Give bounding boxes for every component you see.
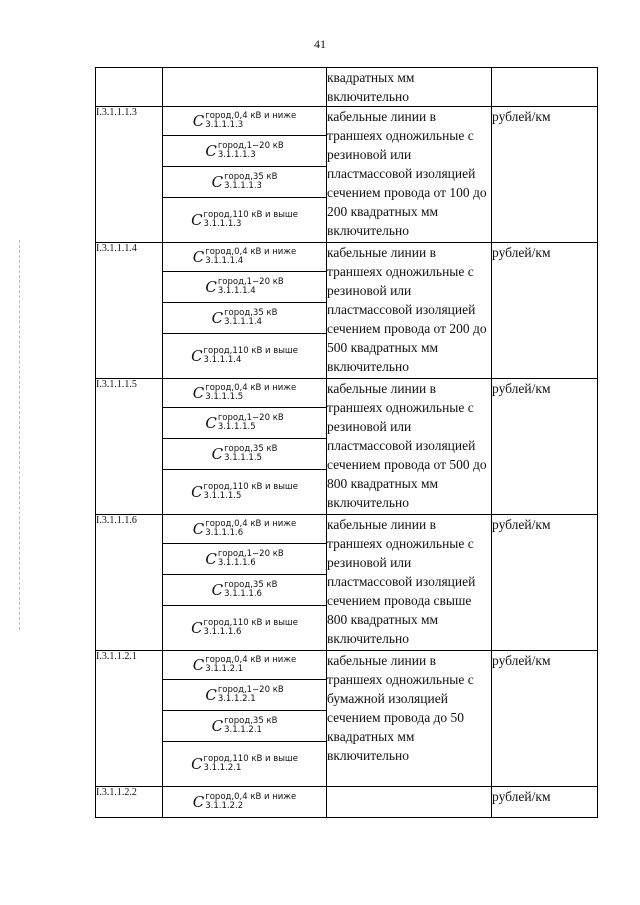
formula-subcell — [163, 651, 326, 680]
formula-subcell — [163, 470, 326, 514]
formula-subcell — [163, 167, 326, 198]
binding-margin-line — [19, 240, 21, 630]
formula-symbol: C — [205, 686, 217, 704]
formula-symbol: C — [192, 248, 205, 266]
formula-stack — [163, 651, 326, 786]
cost-formula — [191, 619, 298, 637]
formula-scripts — [224, 581, 277, 599]
formula-cell — [163, 651, 327, 787]
formula-stack — [163, 243, 326, 378]
formula-symbol: C — [205, 550, 217, 568]
formula-subscript: 3.1.1.1.3 — [205, 120, 244, 130]
formula-scripts — [218, 686, 284, 704]
description-cell: кабельные линии в траншеях одножильные с бумажной изоляцией сечением провода до 50 квадратных мм включительно — [327, 651, 492, 787]
cost-formula — [193, 248, 296, 266]
table-row — [96, 515, 598, 651]
cost-formula — [193, 520, 296, 538]
code-cell: I.3.1.1.1.6 — [96, 515, 163, 651]
formula-subscript: 3.1.1.2.1 — [217, 694, 256, 704]
unit-cell: рублей/км — [492, 651, 598, 787]
cost-formula — [193, 656, 296, 674]
formula-superscript: город,110 кВ и выше — [203, 210, 298, 220]
cost-formula — [212, 445, 278, 463]
cost-formula — [212, 173, 278, 191]
formula-subscript: 3.1.1.1.6 — [217, 558, 256, 568]
table-row — [96, 243, 598, 379]
description-cell: кабельные линии в траншеях одножильные с резиновой или пластмассовой изоляцией сечением провода от 100 до 200 квадратных мм включительно — [327, 107, 492, 243]
formula-subscript: 3.1.1.1.3 — [203, 219, 242, 229]
table-row — [96, 787, 598, 818]
formula-subscript: 3.1.1.1.5 — [224, 453, 262, 463]
formula-symbol: C — [211, 309, 224, 327]
unit-cell: рублей/км — [492, 787, 598, 818]
formula-superscript: город,0,4 кВ и ниже — [205, 111, 297, 121]
formula-superscript: город,35 кВ — [224, 580, 278, 590]
formula-scripts — [218, 278, 284, 296]
unit-cell: рублей/км — [492, 107, 598, 243]
formula-subcell — [163, 680, 326, 711]
formula-superscript: город,110 кВ и выше — [203, 346, 298, 356]
formula-scripts — [205, 520, 296, 538]
code-cell: I.3.1.1.2.1 — [96, 651, 163, 787]
formula-subcell — [163, 515, 326, 544]
formula-scripts — [218, 142, 284, 160]
formula-superscript: город,0,4 кВ и ниже — [205, 383, 297, 393]
formula-scripts — [218, 414, 284, 432]
formula-subcell — [163, 787, 326, 817]
formula-superscript: город,110 кВ и выше — [203, 482, 298, 492]
formula-subcell — [163, 575, 326, 606]
description-cell: кабельные линии в траншеях одножильные с резиновой или пластмассовой изоляцией сечением провода свыше 800 квадратных мм включительно — [327, 515, 492, 651]
formula-subcell — [163, 439, 326, 470]
formula-scripts — [224, 717, 277, 735]
formula-subscript: 3.1.1.1.5 — [217, 422, 256, 432]
description-cell — [327, 787, 492, 818]
formula-symbol: C — [211, 581, 224, 599]
formula-subscript: 3.1.1.2.1 — [224, 725, 262, 735]
formula-symbol: C — [191, 211, 203, 229]
formula-symbol: C — [205, 414, 217, 432]
continuation-row — [96, 68, 598, 107]
formula-subscript: 3.1.1.1.4 — [217, 286, 256, 296]
formula-scripts — [204, 211, 298, 229]
description-cell: кабельные линии в траншеях одножильные с резиновой или пластмассовой изоляцией сечением провода от 200 до 500 квадратных мм включительно — [327, 243, 492, 379]
formula-cell — [163, 243, 327, 379]
formula-stack — [163, 379, 326, 514]
formula-symbol: C — [192, 384, 205, 402]
formula-stack — [163, 787, 326, 817]
cost-formula — [191, 347, 298, 365]
formula-scripts — [205, 384, 296, 402]
formula-superscript: город,1−20 кВ — [217, 685, 284, 695]
unit-cell: рублей/км — [492, 515, 598, 651]
formula-subscript: 3.1.1.1.3 — [217, 150, 256, 160]
cost-formula — [191, 483, 298, 501]
formula-subscript: 3.1.1.2.1 — [203, 763, 242, 773]
cost-formula — [212, 581, 278, 599]
formula-superscript: город,35 кВ — [224, 308, 278, 318]
formula-scripts — [224, 309, 277, 327]
table-row — [96, 379, 598, 515]
formula-subcell — [163, 272, 326, 303]
formula-scripts — [205, 112, 296, 130]
formula-symbol: C — [191, 755, 203, 773]
formula-symbol: C — [205, 142, 217, 160]
unit-cell: рублей/км — [492, 243, 598, 379]
code-cell: I.3.1.1.1.3 — [96, 107, 163, 243]
formula-superscript: город,1−20 кВ — [217, 141, 284, 151]
formula-superscript: город,0,4 кВ и ниже — [205, 247, 297, 257]
cost-formula — [191, 755, 298, 773]
code-cell: I.3.1.1.1.4 — [96, 243, 163, 379]
description-cell: кабельные линии в траншеях одножильные с резиновой или пластмассовой изоляцией сечением провода от 500 до 800 квадратных мм включительно — [327, 379, 492, 515]
formula-superscript: город,35 кВ — [224, 172, 278, 182]
formula-superscript: город,35 кВ — [224, 444, 278, 454]
formula-subscript: 3.1.1.1.5 — [205, 392, 244, 402]
formula-symbol: C — [191, 483, 203, 501]
formula-scripts — [218, 550, 284, 568]
formula-stack — [163, 515, 326, 650]
formula-subscript: 3.1.1.1.3 — [224, 181, 262, 191]
cost-formula — [205, 142, 283, 160]
code-cell: I.3.1.1.2.2 — [96, 787, 163, 818]
formula-symbol: C — [192, 112, 205, 130]
formula-cell — [163, 787, 327, 818]
formula-symbol: C — [211, 717, 224, 735]
formula-superscript: город,1−20 кВ — [217, 413, 284, 423]
formula-symbol: C — [191, 619, 203, 637]
formula-symbol: C — [192, 793, 205, 811]
cost-formula — [212, 717, 278, 735]
formula-superscript: город,0,4 кВ и ниже — [205, 792, 297, 802]
tariff-table-body — [96, 68, 598, 818]
formula-cell — [163, 515, 327, 651]
formula-superscript: город,1−20 кВ — [217, 277, 284, 287]
formula-subcell — [163, 544, 326, 575]
page-number: 41 — [314, 37, 326, 51]
formula-subcell — [163, 136, 326, 167]
formula-superscript: город,0,4 кВ и ниже — [205, 519, 297, 529]
formula-scripts — [224, 173, 277, 191]
table-row — [96, 107, 598, 243]
formula-scripts — [204, 619, 298, 637]
formula-scripts — [205, 656, 296, 674]
formula-cell — [163, 107, 327, 243]
formula-scripts — [205, 248, 296, 266]
formula-subscript: 3.1.1.1.4 — [203, 355, 242, 365]
formula-subscript: 3.1.1.1.6 — [224, 589, 262, 599]
formula-subcell — [163, 606, 326, 650]
cost-formula — [193, 384, 296, 402]
formula-subcell — [163, 379, 326, 408]
formula-superscript: город,1−20 кВ — [217, 549, 284, 559]
cost-formula — [212, 309, 278, 327]
cost-formula — [205, 550, 283, 568]
formula-subcell — [163, 107, 326, 136]
formula-stack — [163, 107, 326, 242]
formula-subscript: 3.1.1.2.2 — [205, 801, 244, 811]
unit-cell: рублей/км — [492, 379, 598, 515]
unit-cell — [492, 68, 598, 107]
formula-subcell — [163, 334, 326, 378]
formula-symbol: C — [191, 347, 203, 365]
table-row — [96, 651, 598, 787]
formula-subcell — [163, 711, 326, 742]
formula-symbol: C — [211, 445, 224, 463]
formula-symbol: C — [192, 656, 205, 674]
code-cell: I.3.1.1.1.5 — [96, 379, 163, 515]
formula-subcell — [163, 243, 326, 272]
formula-cell — [163, 68, 327, 107]
cost-formula — [205, 278, 283, 296]
formula-superscript: город,0,4 кВ и ниже — [205, 655, 297, 665]
cost-formula — [205, 414, 283, 432]
formula-symbol: C — [211, 173, 224, 191]
cost-formula — [205, 686, 283, 704]
formula-subscript: 3.1.1.1.5 — [203, 491, 242, 501]
formula-superscript: город,110 кВ и выше — [203, 618, 298, 628]
formula-subcell — [163, 408, 326, 439]
formula-subscript: 3.1.1.1.6 — [203, 627, 242, 637]
formula-scripts — [205, 793, 296, 811]
formula-subcell — [163, 198, 326, 242]
formula-symbol: C — [192, 520, 205, 538]
formula-scripts — [204, 755, 298, 773]
formula-subcell — [163, 742, 326, 786]
formula-cell — [163, 379, 327, 515]
code-cell — [96, 68, 163, 107]
cost-formula — [193, 793, 296, 811]
formula-symbol: C — [205, 278, 217, 296]
formula-subcell — [163, 303, 326, 334]
formula-scripts — [204, 483, 298, 501]
description-cell: квадратных мм включительно — [327, 68, 492, 107]
formula-superscript: город,35 кВ — [224, 716, 278, 726]
cost-formula — [193, 112, 296, 130]
tariff-table — [95, 67, 598, 818]
formula-scripts — [224, 445, 277, 463]
formula-scripts — [204, 347, 298, 365]
formula-subscript: 3.1.1.2.1 — [205, 664, 244, 674]
cost-formula — [191, 211, 298, 229]
formula-superscript: город,110 кВ и выше — [203, 754, 298, 764]
formula-subscript: 3.1.1.1.6 — [205, 528, 244, 538]
formula-subscript: 3.1.1.1.4 — [205, 256, 244, 266]
formula-subscript: 3.1.1.1.4 — [224, 317, 262, 327]
